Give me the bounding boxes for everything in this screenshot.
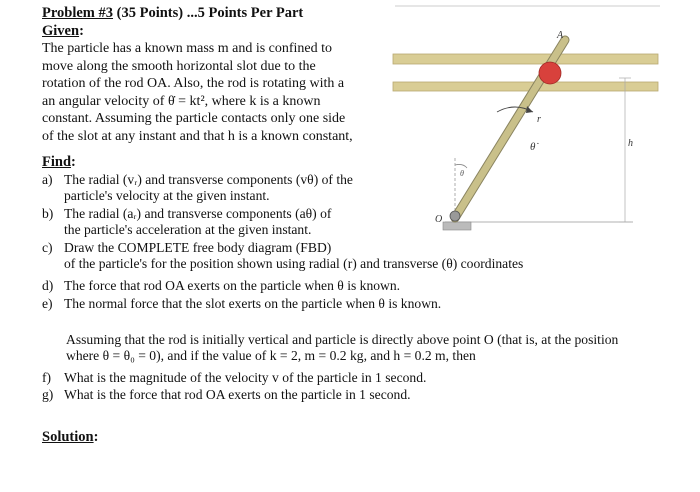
horizontal-slot: [393, 54, 658, 64]
solution-heading: Solution: [42, 429, 94, 445]
pivot-pin: [450, 211, 460, 221]
label-thetadot: θ̇: [530, 141, 536, 153]
solution-heading-row: Solution:: [42, 429, 99, 445]
given-heading-row: Given:: [42, 23, 84, 39]
label-h: h: [628, 138, 633, 149]
label-r: r: [537, 114, 541, 125]
problem-title: [42, 5, 303, 22]
label-o: O: [435, 214, 443, 225]
problem-number: Problem #3: [42, 5, 114, 21]
find-heading: Find: [42, 154, 72, 170]
label-a: A: [557, 30, 564, 41]
theta-arc: [455, 164, 467, 168]
given-line-3: rotation of the rod OA. Also, the rod is rotating with a: [42, 76, 345, 92]
given-text: [42, 40, 382, 146]
problem-points-per-part: ...5 Points Per Part: [186, 5, 304, 21]
assumption-paragraph: [66, 332, 681, 364]
given-heading: Given: [42, 23, 80, 39]
assumption-line-1: Assuming that the rod is initially vertical and particle is directly above point O (that is, at the position: [66, 332, 619, 347]
particle: [539, 62, 561, 84]
given-line-6: of the slot at any instant and that h is a known constant,: [42, 128, 353, 144]
given-line-5: constant. Assuming the particle contacts only one side: [42, 111, 346, 127]
rod-slot-figure: [385, 0, 700, 250]
given-line-1: The particle has a known mass m and is confined to: [42, 41, 333, 56]
given-line-2: move along the smooth horizontal slot due to the: [42, 58, 316, 74]
problem-points: (35 Points): [113, 5, 184, 21]
find-heading-row: Find:: [42, 154, 76, 170]
horizontal-slot-lower: [393, 82, 658, 91]
assumption-line-2: where θ = θ₀ = 0), and if the value of k = 2, m = 0.2 kg, and h = 0.2 m, then: [66, 348, 476, 363]
given-line-4: an angular velocity of θ̇ = kt², where k is a known: [42, 93, 321, 109]
label-theta: θ: [460, 169, 464, 178]
pivot-base: [443, 222, 471, 230]
